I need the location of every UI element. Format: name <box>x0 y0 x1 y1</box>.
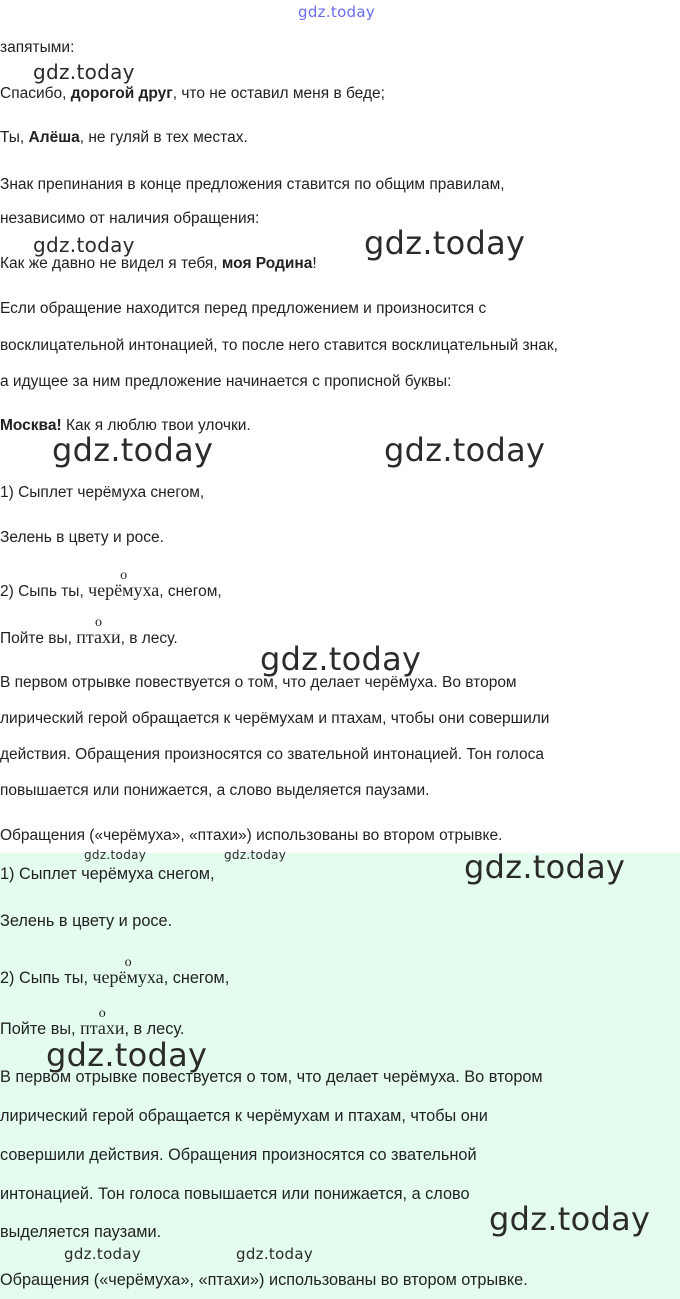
watermark: gdz.today <box>464 848 626 886</box>
explanation-line-2: лирический герой обращается к черёмухам и птахам, чтобы они совершили <box>0 710 550 727</box>
poem-1-line-1: 1) Сыплет черёмуха снегом, <box>0 484 205 501</box>
watermark: gdz.today <box>260 640 422 678</box>
theory-line-3: Ты, Алёша, не гуляй в тех местах. <box>0 129 248 146</box>
box-poem-1-line-1: 1) Сыплет черёмуха снегом, <box>0 865 215 883</box>
watermark: gdz.today <box>33 233 135 257</box>
stress-mark: о <box>124 955 132 970</box>
watermark: gdz.today <box>33 60 135 84</box>
box-explanation-line-3: совершили действия. Обращения произносятся со звательной <box>0 1146 477 1164</box>
watermark: gdz.today <box>52 431 214 469</box>
watermark: gdz.today <box>364 224 526 262</box>
box-explanation-line-1: В первом отрывке повествуется о том, что делает черёмуха. Во втором <box>0 1068 543 1086</box>
box-poem-2-line-2: Пойте вы, о птахи, в лесу. <box>0 1006 185 1038</box>
theory-line-6: Как же давно не видел я тебя, моя Родина! <box>0 255 317 272</box>
stress-mark: о <box>94 615 102 630</box>
explanation-line-3: действия. Обращения произносятся со звательной интонацией. Тон голоса <box>0 746 544 763</box>
box-explanation-line-4: интонацией. Тон голоса повышается или понижается, а слово <box>0 1185 470 1203</box>
box-explanation-line-2: лирический герой обращается к черёмухам и птахам, чтобы они <box>0 1107 488 1125</box>
watermark: gdz.today <box>84 848 147 862</box>
watermark: gdz.today <box>46 1036 208 1074</box>
poem-1-line-2: Зелень в цвету и росе. <box>0 529 164 546</box>
watermark: gdz.today <box>384 431 546 469</box>
theory-line-4: Знак препинания в конце предложения ставится по общим правилам, <box>0 176 505 193</box>
theory-line-7: Если обращение находится перед предложением и произносится с <box>0 300 487 317</box>
theory-line-5: независимо от наличия обращения: <box>0 210 260 227</box>
watermark: gdz.today <box>224 848 287 862</box>
box-poem-1-line-2: Зелень в цвету и росе. <box>0 912 173 930</box>
explanation-line-1: В первом отрывке повествуется о том, что делает черёмуха. Во втором <box>0 674 517 691</box>
theory-line-9: а идущее за ним предложение начинается с прописной буквы: <box>0 373 452 390</box>
poem-2-line-2: Пойте вы, о птахи, в лесу. <box>0 615 178 647</box>
box-explanation-line-5: выделяется паузами. <box>0 1223 162 1241</box>
theory-line-2: Спасибо, дорогой друг, что не оставил меня в беде; <box>0 85 385 102</box>
conclusion-line: Обращения («черёмуха», «птахи») использованы во втором отрывке. <box>0 827 503 844</box>
theory-line-8: восклицательной интонацией, то после него ставится восклицательный знак, <box>0 337 558 354</box>
stress-mark: о <box>98 1006 106 1021</box>
poem-2-line-1: 2) Сыпь ты, о черёмуха, снегом, <box>0 568 222 600</box>
stress-mark: о <box>120 568 128 583</box>
theory-line-10: Москва! Как я люблю твои улочки. <box>0 417 251 434</box>
explanation-line-4: повышается или понижается, а слово выделяется паузами. <box>0 782 430 799</box>
watermark: gdz.today <box>489 1200 651 1238</box>
top-watermark: gdz.today <box>298 3 376 21</box>
theory-line-1: запятыми: <box>0 39 75 56</box>
watermark: gdz.today <box>236 1245 314 1263</box>
box-conclusion-line: Обращения («черёмуха», «птахи») использованы во втором отрывке. <box>0 1271 528 1289</box>
watermark: gdz.today <box>64 1245 142 1263</box>
box-poem-2-line-1: 2) Сыпь ты, о черёмуха, снегом, <box>0 955 230 987</box>
